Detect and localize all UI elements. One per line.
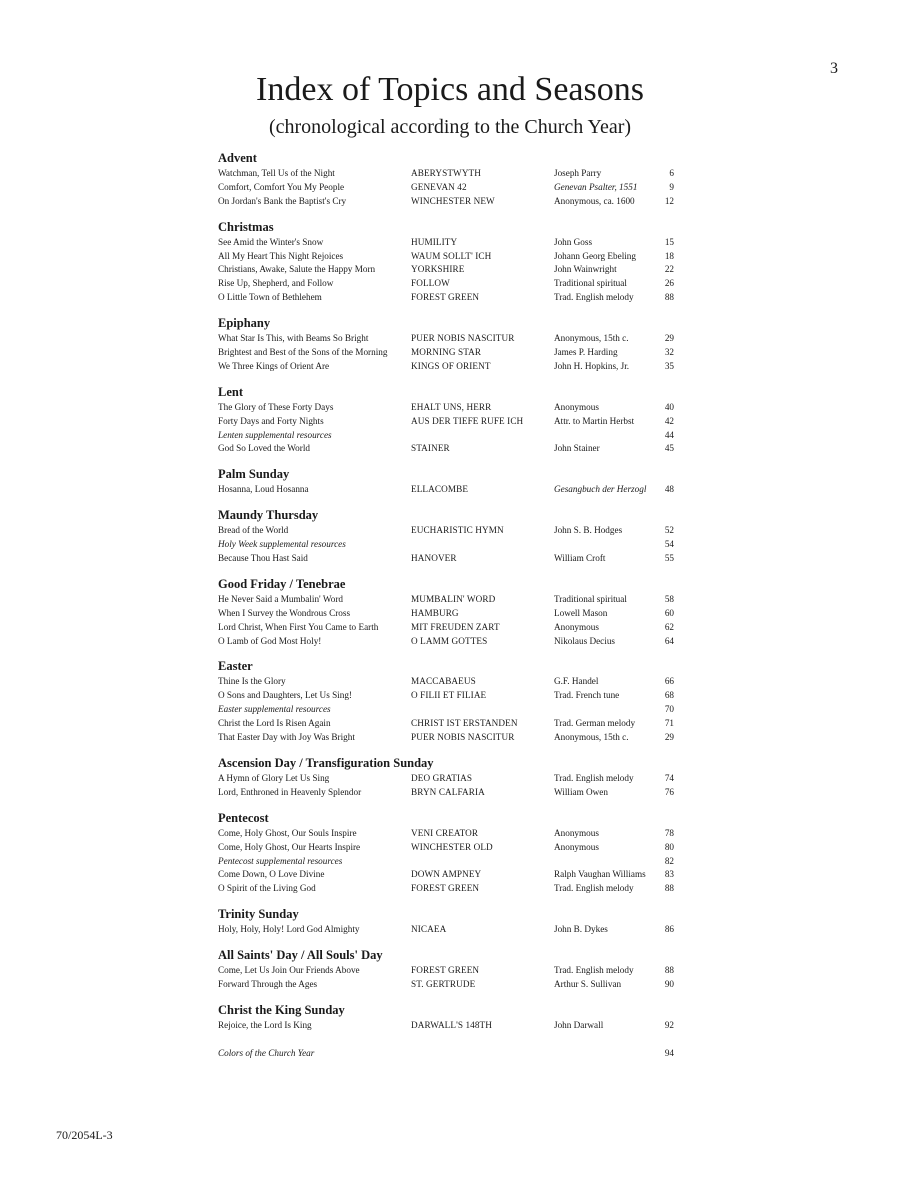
topics-index [218,150,678,1061]
entry-tune: BRYN CALFARIA [411,786,485,797]
entry-composer: Arthur S. Sullivan [554,978,622,989]
entry-tune: ABERYSTWYTH [411,168,482,178]
entry-page: 42 [664,415,674,426]
entry-title: A Hymn of Glory Let Us Sing [218,772,330,783]
entry-page: 62 [664,621,674,632]
entry-tune: FOREST GREEN [411,292,480,303]
entry-title: Bread of the World [218,525,289,536]
closing-entry [218,1047,678,1061]
index-section [218,219,678,305]
index-entry [218,731,678,745]
index-entry [218,689,678,703]
entry-title: Brightest and Best of the Sons of the Morning [218,347,388,358]
index-section [218,384,678,457]
entry-title: Forty Days and Forty Nights [218,415,324,426]
index-entry [218,703,678,717]
index-entry [218,332,678,346]
entry-page: 94 [664,1047,674,1058]
entry-composer: Anonymous [554,827,599,838]
entry-tune: MACCABAEUS [411,676,476,687]
index-entry [218,978,678,992]
entry-composer: John Darwall [554,1019,604,1030]
entry-title: God So Loved the World [218,443,310,454]
entry-tune: FOLLOW [411,278,450,289]
entry-tune: ST. GERTRUDE [411,978,476,989]
entry-composer: Genevan Psalter, 1551 [554,181,638,192]
entry-page: 45 [664,443,674,454]
entry-tune: EHALT UNS, HERR [411,401,492,412]
index-entry [218,277,678,291]
entry-composer: Joseph Parry [554,168,602,178]
entry-page: 66 [664,676,674,687]
entry-tune: DARWALL'S 148TH [411,1019,492,1030]
index-entry [218,882,678,896]
entry-tune: MORNING STAR [411,347,482,358]
index-entry [218,195,678,209]
entry-page: 76 [664,786,674,797]
entry-page: 90 [664,978,674,989]
index-entry [218,524,678,538]
section-heading: Easter [218,659,253,674]
entry-page: 15 [664,236,674,247]
entry-page: 54 [664,539,674,550]
section-heading: Christ the King Sunday [218,1002,345,1017]
entry-tune: CHRIST IST ERSTANDEN [411,718,518,729]
entry-page: 88 [664,883,674,894]
index-section [218,507,678,566]
entry-tune: KINGS OF ORIENT [411,360,491,371]
index-entry [218,415,678,429]
index-entry [218,868,678,882]
index-entry [218,360,678,374]
entry-title: Rise Up, Shepherd, and Follow [218,278,334,289]
entry-page: 6 [669,168,674,178]
entry-composer: John B. Dykes [554,924,608,935]
entry-composer: Traditional spiritual [554,278,627,289]
index-section [218,1002,678,1033]
entry-title: Watchman, Tell Us of the Night [218,168,335,178]
entry-page: 86 [664,924,674,935]
entry-tune: WINCHESTER OLD [411,841,493,852]
index-section [218,810,678,896]
entry-title: That Easter Day with Joy Was Bright [218,732,355,743]
entry-tune: HANOVER [411,553,457,564]
entry-page: 82 [664,855,674,866]
entry-title: Come, Let Us Join Our Friends Above [218,965,360,976]
entry-composer: Trad. French tune [554,690,620,701]
entry-composer: Anonymous [554,401,599,412]
section-heading: Ascension Day / Transfiguration Sunday [218,755,434,770]
entry-title: Christians, Awake, Salute the Happy Morn [218,264,376,275]
index-section [218,755,678,800]
entry-composer: William Croft [554,553,606,564]
entry-tune: DEO GRATIAS [411,772,473,783]
entry-title: Lenten supplemental resources [218,429,332,440]
entry-composer: Trad. English melody [554,292,634,303]
index-entry [218,538,678,552]
entry-page: 44 [664,429,674,440]
entry-composer: Anonymous, 15th c. [554,732,629,743]
entry-page: 88 [664,292,674,303]
entry-page: 29 [664,333,674,344]
index-entry [218,772,678,786]
entry-page: 80 [664,841,674,852]
entry-tune: YORKSHIRE [411,264,465,275]
index-entry [218,607,678,621]
index-entry [218,552,678,566]
entry-title: O Sons and Daughters, Let Us Sing! [218,690,352,701]
entry-page: 18 [664,250,674,261]
index-section [218,466,678,497]
entry-composer: Trad. English melody [554,772,634,783]
entry-composer: G.F. Handel [554,676,599,687]
entry-composer: Gesangbuch der Herzogl [554,484,647,495]
entry-composer: Trad. English melody [554,883,634,894]
entry-tune: PUER NOBIS NASCITUR [411,732,515,743]
entry-title: Lord Christ, When First You Came to Earth [218,621,379,632]
entry-tune: O LAMM GOTTES [411,635,488,646]
entry-tune: FOREST GREEN [411,965,480,976]
index-entry [218,717,678,731]
index-entry [218,346,678,360]
index-section [218,658,678,744]
index-entry [218,855,678,869]
entry-composer: Anonymous, 15th c. [554,333,629,344]
index-entry [218,675,678,689]
catalog-code: 70/2054L-3 [56,1128,113,1142]
entry-page: 55 [664,553,674,564]
entry-page: 9 [669,181,674,192]
page-subtitle: (chronological according to the Church Year) [268,116,632,138]
entry-page: 52 [664,525,674,536]
section-heading: Palm Sunday [218,467,290,482]
entry-page: 71 [664,718,674,729]
index-entry [218,401,678,415]
entry-page: 60 [664,607,674,618]
index-entry [218,483,678,497]
entry-title: The Glory of These Forty Days [218,401,334,412]
entry-tune: MUMBALIN' WORD [411,593,496,604]
index-entry [218,429,678,443]
index-section [218,315,678,374]
page-title: Index of Topics and Seasons [256,71,644,108]
entry-composer: Anonymous [554,841,599,852]
entry-page: 29 [664,732,674,743]
entry-title: O Spirit of the Living God [218,883,316,894]
entry-title: Forward Through the Ages [218,978,318,989]
entry-title: Christ the Lord Is Risen Again [218,718,331,729]
entry-composer: Anonymous [554,621,599,632]
entry-composer: Lowell Mason [554,607,608,618]
entry-tune: WAUM SOLLT' ICH [411,250,492,261]
section-heading: Good Friday / Tenebrae [218,576,346,591]
index-entry [218,181,678,195]
entry-title: When I Survey the Wondrous Cross [218,607,351,618]
index-entry [218,1019,678,1033]
entry-title: O Lamb of God Most Holy! [218,635,322,646]
entry-page: 58 [664,593,674,604]
section-heading: Pentecost [218,810,269,825]
entry-tune: MIT FREUDEN ZART [411,621,500,632]
entry-title: Holy, Holy, Holy! Lord God Almighty [218,924,360,935]
entry-page: 88 [664,965,674,976]
page-number: 3 [830,60,838,77]
entry-composer: Anonymous, ca. 1600 [554,195,635,206]
entry-composer: William Owen [554,786,608,797]
entry-title: We Three Kings of Orient Are [218,360,330,371]
entry-composer: John S. B. Hodges [554,525,623,536]
entry-page: 22 [664,264,674,275]
entry-title: He Never Said a Mumbalin' Word [218,593,344,604]
entry-composer: John H. Hopkins, Jr. [554,360,630,371]
entry-title: See Amid the Winter's Snow [218,236,324,247]
entry-composer: James P. Harding [554,347,618,358]
entry-tune: AUS DER TIEFE RUFE ICH [411,415,524,426]
entry-title: Thine Is the Glory [218,676,286,687]
entry-page: 12 [664,195,674,206]
entry-composer: Johann Georg Ebeling [554,250,636,261]
index-entry [218,964,678,978]
entry-title: All My Heart This Night Rejoices [218,250,344,261]
entry-title: Comfort, Comfort You My People [218,181,345,192]
entry-page: 70 [664,704,674,715]
entry-tune: STAINER [411,443,450,454]
section-heading: Maundy Thursday [218,508,319,523]
entry-composer: Trad. German melody [554,718,636,729]
index-section [218,576,678,649]
index-entry [218,291,678,305]
section-heading: Lent [218,384,243,399]
entry-tune: HAMBURG [411,607,459,618]
entry-title: Lord, Enthroned in Heavenly Splendor [218,786,362,797]
index-section [218,906,678,937]
entry-page: 64 [664,635,674,646]
entry-composer: John Stainer [554,443,600,454]
entry-page: 78 [664,827,674,838]
entry-tune: DOWN AMPNEY [411,869,482,880]
index-entry [218,593,678,607]
entry-title: Come, Holy Ghost, Our Hearts Inspire [218,841,361,852]
entry-composer: Attr. to Martin Herbst [554,415,635,426]
entry-tune: EUCHARISTIC HYMN [411,525,504,536]
entry-composer: Ralph Vaughan Williams [554,869,646,880]
entry-page: 32 [664,347,674,358]
entry-composer: John Wainwright [554,264,617,275]
entry-tune: HUMILITY [411,236,458,247]
index-entry [218,167,678,181]
entry-tune: WINCHESTER NEW [411,195,495,206]
entry-page: 92 [664,1019,674,1030]
entry-title: Holy Week supplemental resources [218,539,346,550]
section-heading: Christmas [218,219,274,234]
entry-tune: GENEVAN 42 [411,181,467,192]
entry-composer: John Goss [554,236,593,247]
entry-title: Easter supplemental resources [218,704,331,715]
index-entry [218,442,678,456]
entry-composer: Traditional spiritual [554,593,627,604]
entry-page: 48 [664,484,674,495]
entry-title: Rejoice, the Lord Is King [218,1019,312,1030]
entry-tune: O FILII ET FILIAE [411,690,487,701]
index-entry [218,923,678,937]
entry-page: 83 [664,869,674,880]
entry-page: 68 [664,690,674,701]
index-entry [218,827,678,841]
section-heading: Epiphany [218,316,271,331]
entry-composer: Nikolaus Decius [554,635,615,646]
entry-composer: Trad. English melody [554,965,634,976]
entry-title: O Little Town of Bethlehem [218,292,322,303]
index-entry [218,236,678,250]
index-section [218,947,678,992]
section-heading: Trinity Sunday [218,907,299,922]
entry-title: Because Thou Hast Said [218,553,308,564]
section-heading: All Saints' Day / All Souls' Day [218,948,383,963]
entry-page: 74 [664,772,674,783]
index-entry [218,621,678,635]
entry-title: Colors of the Church Year [218,1047,315,1058]
entry-tune: VENI CREATOR [411,827,479,838]
entry-title: What Star Is This, with Beams So Bright [218,333,369,344]
entry-page: 40 [664,401,674,412]
entry-title: On Jordan's Bank the Baptist's Cry [218,195,347,206]
index-entry [218,250,678,264]
entry-page: 35 [664,360,674,371]
entry-title: Come Down, O Love Divine [218,869,325,880]
index-entry [218,841,678,855]
entry-page: 26 [664,278,674,289]
entry-title: Pentecost supplemental resources [218,855,343,866]
index-entry [218,786,678,800]
entry-tune: ELLACOMBE [411,484,469,495]
entry-tune: FOREST GREEN [411,883,480,894]
section-heading: Advent [218,151,257,165]
index-entry [218,263,678,277]
entry-tune: NICAEA [411,924,447,935]
index-section [218,150,678,209]
entry-title: Hosanna, Loud Hosanna [218,484,309,495]
index-entry [218,635,678,649]
entry-title: Come, Holy Ghost, Our Souls Inspire [218,827,357,838]
entry-tune: PUER NOBIS NASCITUR [411,333,515,344]
